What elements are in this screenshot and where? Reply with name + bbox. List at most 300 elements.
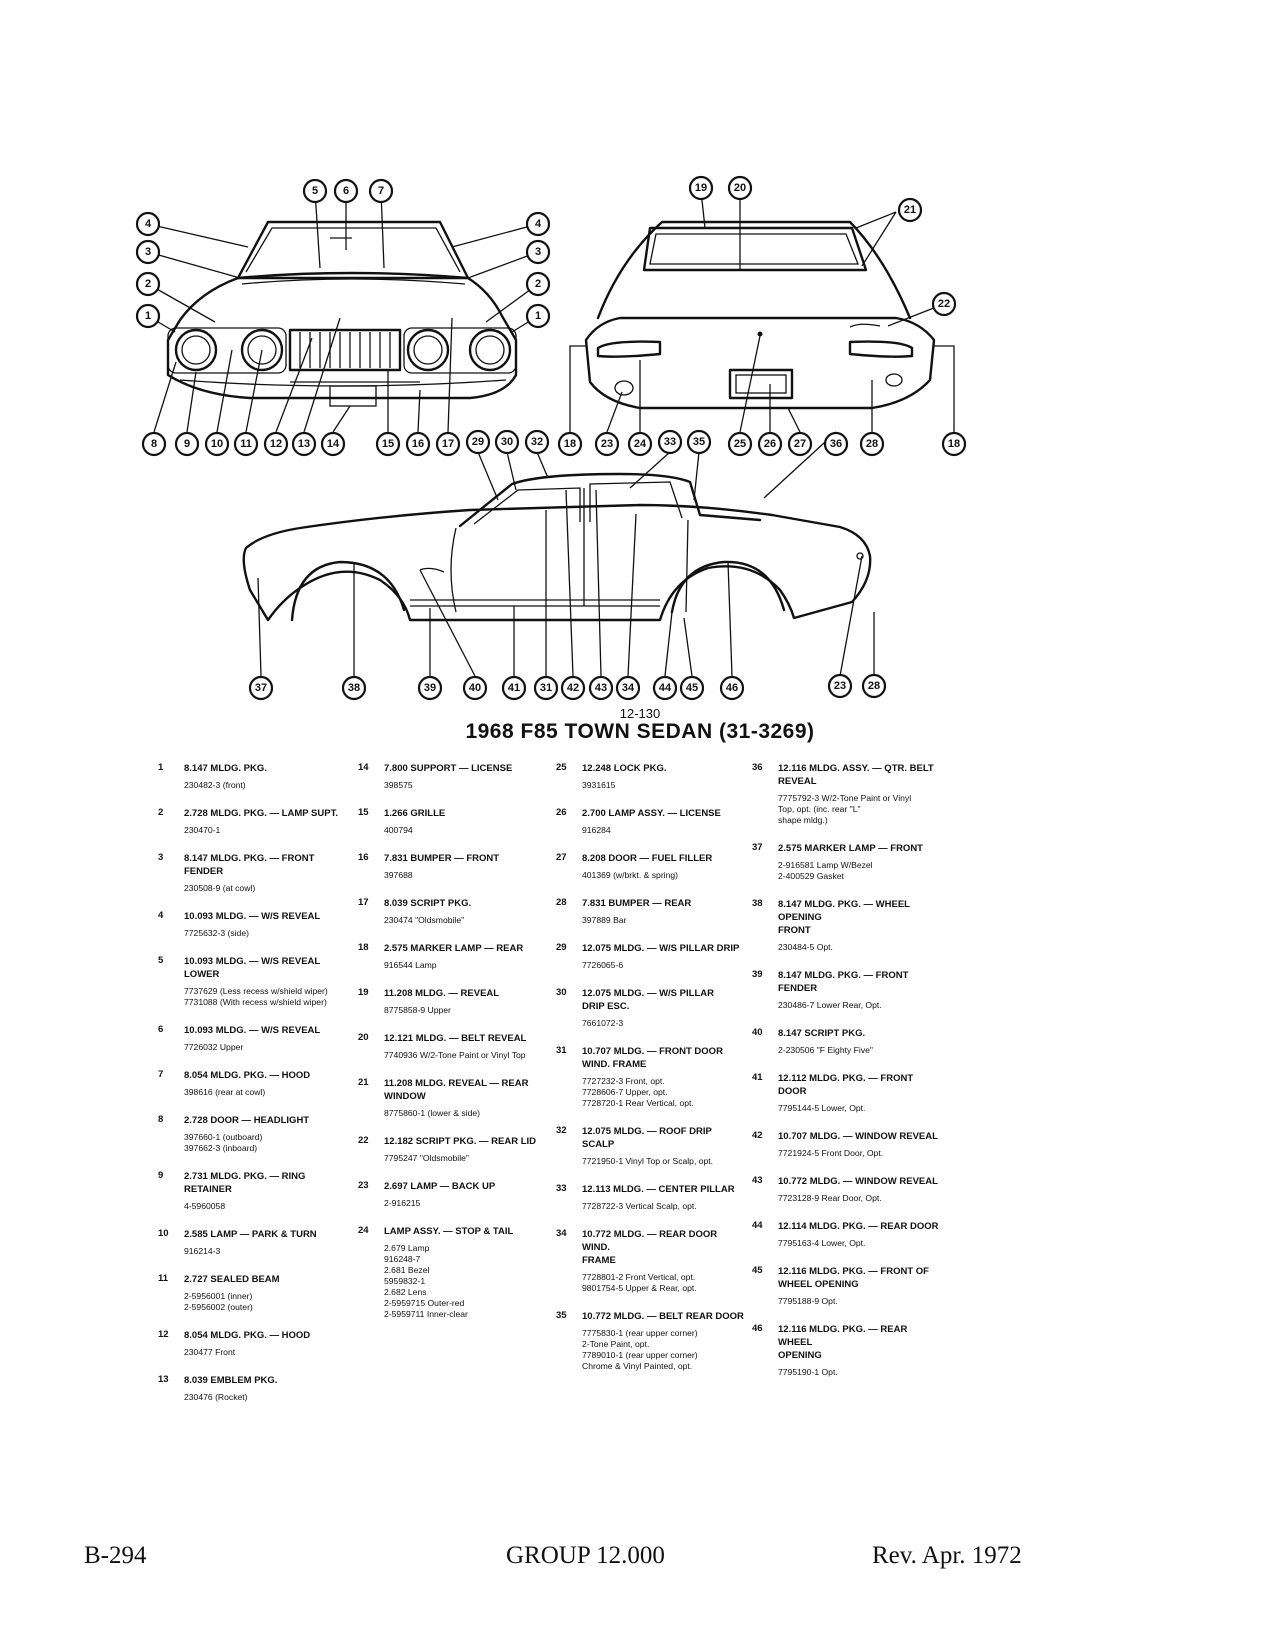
part-entry-heading: 12.075 MLDG. — ROOF DRIP SCALP xyxy=(582,1126,712,1150)
callout-36 xyxy=(825,433,847,455)
part-entry-heading: 2.728 MLDG. PKG. — LAMP SUPT. xyxy=(184,808,338,819)
part-entry-number: 43 xyxy=(752,1175,763,1186)
part-entry-number: 33 xyxy=(556,1183,567,1194)
callout-20 xyxy=(729,177,751,199)
part-entry-heading: 2.575 MARKER LAMP — FRONT xyxy=(778,843,923,854)
svg-text:37: 37 xyxy=(254,682,268,694)
callout-12 xyxy=(265,433,287,455)
callout-27 xyxy=(789,433,811,455)
part-entry-detail: 916214-3 xyxy=(184,1246,221,1256)
part-entry-number: 46 xyxy=(752,1323,763,1334)
svg-text:1: 1 xyxy=(534,310,542,322)
page-number: B-294 xyxy=(84,1542,147,1569)
part-entry-heading: 2.700 LAMP ASSY. — LICENSE xyxy=(582,808,721,819)
part-entry-number: 29 xyxy=(556,942,567,953)
part-entry xyxy=(358,1077,548,1119)
part-entry xyxy=(358,1032,548,1061)
part-entry-number: 28 xyxy=(556,897,567,908)
part-entry-heading: 2.575 MARKER LAMP — REAR xyxy=(384,943,524,954)
part-entry-detail: 2-916215 xyxy=(384,1198,421,1208)
part-entry-heading: 12.114 MLDG. PKG. — REAR DOOR xyxy=(778,1221,939,1232)
part-entry-detail: 7721924-5 Front Door, Opt. xyxy=(778,1148,884,1158)
callout-39 xyxy=(419,677,441,699)
part-entry xyxy=(556,897,746,926)
svg-text:45: 45 xyxy=(685,682,699,694)
svg-text:30: 30 xyxy=(500,436,514,448)
svg-text:26: 26 xyxy=(763,438,777,450)
part-entry-detail: 398616 (rear at cowl) xyxy=(184,1087,266,1097)
svg-text:35: 35 xyxy=(692,436,706,448)
callout-23 xyxy=(596,433,618,455)
part-entry-detail: 397688 xyxy=(384,870,413,880)
callout-41 xyxy=(503,677,525,699)
rear-view-drawing xyxy=(586,222,934,408)
parts-list-column-1 xyxy=(158,762,348,1419)
part-entry-heading: 12.182 SCRIPT PKG. — REAR LID xyxy=(384,1136,537,1147)
part-entry xyxy=(358,1225,548,1320)
svg-text:13: 13 xyxy=(297,438,311,450)
part-entry xyxy=(158,1024,348,1053)
part-entry-heading: 2.728 DOOR — HEADLIGHT xyxy=(184,1115,310,1126)
part-entry-heading: 10.707 MLDG. — FRONT DOOR WIND. FRAME xyxy=(582,1046,723,1070)
part-entry xyxy=(752,1027,942,1056)
callout-13 xyxy=(293,433,315,455)
part-entry xyxy=(752,898,942,953)
part-entry-detail: 230484-5 Opt. xyxy=(778,942,833,952)
callout-43 xyxy=(590,677,612,699)
part-entry-detail: 7795188-9 Opt. xyxy=(778,1296,838,1306)
svg-text:10: 10 xyxy=(210,438,224,450)
callout-22 xyxy=(933,293,955,315)
svg-text:18: 18 xyxy=(563,438,577,450)
svg-text:12: 12 xyxy=(269,438,283,450)
part-entry xyxy=(556,942,746,971)
svg-text:9: 9 xyxy=(183,438,191,450)
callout-37 xyxy=(250,677,272,699)
part-entry-number: 38 xyxy=(752,898,763,909)
part-entry-detail: 2.679 Lamp 916248-7 2.681 Bezel 5959832-1 2.682 Lens 2-5959715 Outer-red 2-5959711 Inner-clear xyxy=(384,1243,468,1319)
part-entry-heading: 8.054 MLDG. PKG. — HOOD xyxy=(184,1330,311,1341)
callout-21 xyxy=(899,199,921,221)
part-entry xyxy=(556,1183,746,1212)
callout-25 xyxy=(729,433,751,455)
svg-text:17: 17 xyxy=(441,438,455,450)
part-entry-heading: 12.116 MLDG. ASSY. — QTR. BELT REVEAL xyxy=(778,763,934,787)
svg-text:29: 29 xyxy=(471,436,485,448)
part-entry-detail: 230476 (Rocket) xyxy=(184,1392,248,1402)
part-entry-detail: 7721950-1 Vinyl Top or Scalp, opt. xyxy=(582,1156,714,1166)
part-entry xyxy=(358,942,548,971)
part-entry xyxy=(556,1310,746,1372)
part-entry-number: 14 xyxy=(358,762,369,773)
callout-33 xyxy=(659,431,681,453)
callout-29 xyxy=(467,431,489,453)
part-entry xyxy=(158,852,348,894)
svg-text:3: 3 xyxy=(144,246,152,258)
part-entry xyxy=(556,1045,746,1109)
side-callouts xyxy=(250,431,885,699)
part-entry-heading: 8.147 MLDG. PKG. — FRONT FENDER xyxy=(778,970,909,994)
callout-18-left xyxy=(559,433,581,455)
revision-date: Rev. Apr. 1972 xyxy=(872,1542,1022,1569)
part-entry-heading: 12.075 MLDG. — W/S PILLAR DRIP ESC. xyxy=(582,988,714,1012)
part-entry-heading: 7.831 BUMPER — REAR xyxy=(582,898,692,909)
svg-text:2: 2 xyxy=(534,278,542,290)
part-entry-detail: 7661072-3 xyxy=(582,1018,624,1028)
svg-text:19: 19 xyxy=(694,182,708,194)
part-entry xyxy=(358,852,548,881)
part-entry-detail: 401369 (w/brkt. & spring) xyxy=(582,870,679,880)
callout-7 xyxy=(370,180,392,202)
callout-31 xyxy=(535,677,557,699)
front-view-drawing xyxy=(168,222,516,406)
part-entry-detail: 7728801-2 Front Vertical, opt. 9801754-5 Upper & Rear, opt. xyxy=(582,1272,697,1293)
part-entry-number: 36 xyxy=(752,762,763,773)
part-entry-detail: 2-230506 "F Eighty Five" xyxy=(778,1045,873,1055)
part-entry-number: 44 xyxy=(752,1220,763,1231)
svg-text:42: 42 xyxy=(566,682,580,694)
part-entry-heading: 12.112 MLDG. PKG. — FRONT DOOR xyxy=(778,1073,914,1097)
part-entry-number: 4 xyxy=(158,910,164,921)
part-entry-detail: 916284 xyxy=(582,825,611,835)
part-entry-number: 10 xyxy=(158,1228,169,1239)
part-entry-detail: 398575 xyxy=(384,780,413,790)
part-entry-number: 11 xyxy=(158,1273,169,1284)
part-entry xyxy=(158,910,348,939)
part-entry-detail: 2-916581 Lamp W/Bezel 2-400529 Gasket xyxy=(778,860,873,881)
part-entry xyxy=(752,1072,942,1114)
part-entry-detail: 7725632-3 (side) xyxy=(184,928,249,938)
part-entry-heading: 12.121 MLDG. — BELT REVEAL xyxy=(384,1033,527,1044)
part-entry-detail: 400794 xyxy=(384,825,413,835)
part-entry-heading: 11.208 MLDG. REVEAL — REAR WINDOW xyxy=(384,1078,529,1102)
svg-text:34: 34 xyxy=(621,682,635,694)
part-entry-heading: 10.772 MLDG. — REAR DOOR WIND. FRAME xyxy=(582,1229,718,1266)
part-entry-number: 6 xyxy=(158,1024,164,1035)
svg-text:28: 28 xyxy=(865,438,879,450)
callout-26 xyxy=(759,433,781,455)
part-entry-detail: 7795190-1 Opt. xyxy=(778,1367,838,1377)
part-entry-heading: 10.093 MLDG. — W/S REVEAL xyxy=(184,1025,321,1036)
svg-text:41: 41 xyxy=(507,682,521,694)
part-entry-number: 9 xyxy=(158,1170,164,1181)
callout-35 xyxy=(688,431,710,453)
part-entry-heading: 8.208 DOOR — FUEL FILLER xyxy=(582,853,713,864)
part-entry xyxy=(158,762,348,791)
part-entry-number: 13 xyxy=(158,1374,169,1385)
callout-2-right xyxy=(527,273,549,295)
part-entry-detail: 916544 Lamp xyxy=(384,960,437,970)
part-entry xyxy=(556,1228,746,1294)
figure-title: 1968 F85 TOWN SEDAN (31-3269) xyxy=(465,720,815,743)
part-entry xyxy=(358,987,548,1016)
part-entry-number: 37 xyxy=(752,842,763,853)
part-entry xyxy=(158,1329,348,1358)
part-entry-number: 45 xyxy=(752,1265,763,1276)
part-entry-detail: 8775860-1 (lower & side) xyxy=(384,1108,481,1118)
part-entry-number: 23 xyxy=(358,1180,369,1191)
part-entry xyxy=(556,987,746,1029)
part-entry-number: 22 xyxy=(358,1135,369,1146)
part-entry-heading: 8.147 MLDG. PKG. — WHEEL OPENING FRONT xyxy=(778,899,910,936)
part-entry-number: 18 xyxy=(358,942,369,953)
part-entry-detail: 397889 Bar xyxy=(582,915,627,925)
part-entry xyxy=(158,807,348,836)
part-entry-detail: 397660-1 (outboard) 397662-3 (inboard) xyxy=(184,1132,263,1153)
part-entry-detail: 230486-7 Lower Rear, Opt. xyxy=(778,1000,882,1010)
part-entry-number: 3 xyxy=(158,852,164,863)
svg-text:1: 1 xyxy=(144,310,152,322)
part-entry-detail: 7737629 (Less recess w/shield wiper) 7731088 (With recess w/shield wiper) xyxy=(184,986,328,1007)
part-entry-heading: 8.039 SCRIPT PKG. xyxy=(384,898,472,909)
part-entry-detail: 230470-1 xyxy=(184,825,221,835)
svg-text:28: 28 xyxy=(867,680,881,692)
svg-text:25: 25 xyxy=(733,438,747,450)
part-entry-number: 15 xyxy=(358,807,369,818)
part-entry-heading: 10.707 MLDG. — WINDOW REVEAL xyxy=(778,1131,938,1142)
svg-text:31: 31 xyxy=(539,682,553,694)
part-entry xyxy=(752,1175,942,1204)
part-entry-detail: 230477 Front xyxy=(184,1347,236,1357)
part-entry xyxy=(358,807,548,836)
callout-1 xyxy=(137,305,159,327)
part-entry xyxy=(752,842,942,882)
part-entry-heading: 8.147 MLDG. PKG. xyxy=(184,763,267,774)
svg-text:15: 15 xyxy=(381,438,395,450)
callout-28 xyxy=(861,433,883,455)
svg-text:23: 23 xyxy=(833,680,847,692)
part-entry-heading: 10.772 MLDG. — BELT REAR DOOR xyxy=(582,1311,744,1322)
part-entry xyxy=(358,1135,548,1164)
svg-text:7: 7 xyxy=(377,185,385,197)
part-entry xyxy=(752,1220,942,1249)
part-entry-number: 26 xyxy=(556,807,567,818)
part-entry xyxy=(158,1170,348,1212)
part-entry-heading: 8.147 SCRIPT PKG. xyxy=(778,1028,866,1039)
part-entry-heading: 10.772 MLDG. — WINDOW REVEAL xyxy=(778,1176,938,1187)
part-entry xyxy=(752,1130,942,1159)
side-view-drawing xyxy=(244,474,870,620)
part-entry xyxy=(358,762,548,791)
part-entry-detail: 7728722-3 Vertical Scalp, opt. xyxy=(582,1201,697,1211)
part-entry-heading: 2.727 SEALED BEAM xyxy=(184,1274,280,1285)
callout-16 xyxy=(407,433,429,455)
part-entry-heading: 8.039 EMBLEM PKG. xyxy=(184,1375,278,1386)
svg-text:43: 43 xyxy=(594,682,608,694)
part-entry-number: 7 xyxy=(158,1069,164,1080)
callout-3 xyxy=(137,241,159,263)
parts-diagram xyxy=(0,0,1280,760)
part-entry xyxy=(158,1228,348,1257)
svg-text:5: 5 xyxy=(311,185,319,197)
part-entry-heading: 8.054 MLDG. PKG. — HOOD xyxy=(184,1070,311,1081)
callout-34 xyxy=(617,677,639,699)
callout-38 xyxy=(343,677,365,699)
callout-42 xyxy=(562,677,584,699)
svg-text:24: 24 xyxy=(633,438,647,450)
callout-28-side xyxy=(863,675,885,697)
svg-text:22: 22 xyxy=(937,298,951,310)
svg-text:16: 16 xyxy=(411,438,425,450)
part-entry xyxy=(752,969,942,1011)
part-entry-detail: 7775792-3 W/2-Tone Paint or Vinyl Top, opt. (inc. rear "L" shape mldg.) xyxy=(778,793,912,825)
part-entry-number: 35 xyxy=(556,1310,567,1321)
callout-19 xyxy=(690,177,712,199)
svg-text:20: 20 xyxy=(733,182,747,194)
svg-text:39: 39 xyxy=(423,682,437,694)
part-entry-number: 20 xyxy=(358,1032,369,1043)
callout-6 xyxy=(335,180,357,202)
part-entry-heading: 7.831 BUMPER — FRONT xyxy=(384,853,500,864)
part-entry-heading: 12.116 MLDG. PKG. — REAR WHEEL OPENING xyxy=(778,1324,908,1361)
callout-18-right xyxy=(943,433,965,455)
callout-17 xyxy=(437,433,459,455)
part-entry-heading: 12.248 LOCK PKG. xyxy=(582,763,667,774)
callout-23-side xyxy=(829,675,851,697)
svg-text:38: 38 xyxy=(347,682,361,694)
figure-number: 12-130 xyxy=(619,706,661,721)
part-entry-number: 32 xyxy=(556,1125,567,1136)
callout-46 xyxy=(721,677,743,699)
callout-1-right xyxy=(527,305,549,327)
part-entry-number: 40 xyxy=(752,1027,763,1038)
svg-text:21: 21 xyxy=(903,204,917,216)
svg-text:36: 36 xyxy=(829,438,843,450)
part-entry-heading: 2.731 MLDG. PKG. — RING RETAINER xyxy=(184,1171,306,1195)
part-entry-number: 12 xyxy=(158,1329,169,1340)
callout-3-right xyxy=(527,241,549,263)
svg-text:44: 44 xyxy=(658,682,672,694)
svg-text:32: 32 xyxy=(530,436,544,448)
callout-40 xyxy=(464,677,486,699)
part-entry xyxy=(158,955,348,1008)
part-entry xyxy=(158,1069,348,1098)
part-entry-heading: 2.697 LAMP — BACK UP xyxy=(384,1181,496,1192)
part-entry-number: 34 xyxy=(556,1228,567,1239)
part-entry-number: 1 xyxy=(158,762,164,773)
part-entry-number: 2 xyxy=(158,807,164,818)
part-entry-number: 8 xyxy=(158,1114,164,1125)
part-entry-detail: 7795144-5 Lower, Opt. xyxy=(778,1103,866,1113)
parts-list-column-3 xyxy=(556,762,746,1388)
svg-text:14: 14 xyxy=(326,438,340,450)
svg-text:27: 27 xyxy=(793,438,807,450)
callout-4-right xyxy=(527,213,549,235)
part-entry-heading: 10.093 MLDG. — W/S REVEAL LOWER xyxy=(184,956,321,980)
callout-2 xyxy=(137,273,159,295)
part-entry-heading: 10.093 MLDG. — W/S REVEAL xyxy=(184,911,321,922)
callout-11 xyxy=(235,433,257,455)
callout-10 xyxy=(206,433,228,455)
svg-text:23: 23 xyxy=(600,438,614,450)
svg-text:11: 11 xyxy=(240,438,252,450)
callout-8 xyxy=(143,433,165,455)
part-entry-detail: 7795163-4 Lower, Opt. xyxy=(778,1238,866,1248)
part-entry-heading: 7.800 SUPPORT — LICENSE xyxy=(384,763,513,774)
svg-text:8: 8 xyxy=(150,438,158,450)
part-entry-number: 25 xyxy=(556,762,567,773)
part-entry-heading: 12.113 MLDG. — CENTER PILLAR xyxy=(582,1184,735,1195)
callout-24 xyxy=(629,433,651,455)
part-entry-heading: 11.208 MLDG. — REVEAL xyxy=(384,988,500,999)
part-entry xyxy=(158,1114,348,1154)
callout-9 xyxy=(176,433,198,455)
svg-text:40: 40 xyxy=(468,682,482,694)
part-entry-number: 24 xyxy=(358,1225,369,1236)
part-entry xyxy=(556,762,746,791)
part-entry-detail: 230482-3 (front) xyxy=(184,780,246,790)
svg-text:4: 4 xyxy=(534,218,542,230)
part-entry-detail: 7723128-9 Rear Door, Opt. xyxy=(778,1193,882,1203)
part-entry xyxy=(752,762,942,826)
part-entry-number: 21 xyxy=(358,1077,369,1088)
part-entry-detail: 7726032 Upper xyxy=(184,1042,244,1052)
part-entry-detail: 8775858-9 Upper xyxy=(384,1005,451,1015)
part-entry-number: 19 xyxy=(358,987,369,998)
callout-30 xyxy=(496,431,518,453)
part-entry-number: 39 xyxy=(752,969,763,980)
svg-text:2: 2 xyxy=(144,278,152,290)
part-entry xyxy=(752,1265,942,1307)
callout-45 xyxy=(681,677,703,699)
part-entry xyxy=(556,852,746,881)
part-entry-detail: 7740936 W/2-Tone Paint or Vinyl Top xyxy=(384,1050,526,1060)
part-entry-detail: 4-5960058 xyxy=(184,1201,226,1211)
part-entry xyxy=(556,807,746,836)
part-entry xyxy=(752,1323,942,1378)
svg-text:3: 3 xyxy=(534,246,542,258)
svg-text:4: 4 xyxy=(144,218,152,230)
part-entry-number: 42 xyxy=(752,1130,763,1141)
part-entry-number: 41 xyxy=(752,1072,763,1083)
part-entry-heading: LAMP ASSY. — STOP & TAIL xyxy=(384,1226,514,1237)
part-entry-heading: 2.585 LAMP — PARK & TURN xyxy=(184,1229,317,1240)
callout-14 xyxy=(322,433,344,455)
parts-list-column-2 xyxy=(358,762,548,1336)
part-entry-heading: 12.116 MLDG. PKG. — FRONT OF WHEEL OPENING xyxy=(778,1266,929,1290)
part-entry-detail: 7726065-6 xyxy=(582,960,624,970)
part-entry-number: 31 xyxy=(556,1045,567,1056)
part-entry-detail: 2-5956001 (inner) 2-5956002 (outer) xyxy=(184,1291,253,1312)
part-entry-detail: 230508-9 (at cowl) xyxy=(184,883,256,893)
callout-4 xyxy=(137,213,159,235)
part-entry xyxy=(158,1273,348,1313)
part-entry xyxy=(358,1180,548,1209)
part-entry-number: 5 xyxy=(158,955,164,966)
parts-list-column-4 xyxy=(752,762,942,1394)
part-entry xyxy=(556,1125,746,1167)
part-entry-detail: 3931615 xyxy=(582,780,616,790)
part-entry xyxy=(358,897,548,926)
svg-text:33: 33 xyxy=(663,436,677,448)
group-label: GROUP 12.000 xyxy=(506,1542,665,1569)
svg-text:6: 6 xyxy=(342,185,350,197)
svg-text:18: 18 xyxy=(947,438,961,450)
part-entry-number: 16 xyxy=(358,852,369,863)
part-entry-detail: 7795247 "Oldsmobile" xyxy=(384,1153,469,1163)
part-entry-heading: 8.147 MLDG. PKG. — FRONT FENDER xyxy=(184,853,315,877)
part-entry-detail: 7775830-1 (rear upper corner) 2-Tone Paint, opt. 7789010-1 (rear upper corner) Chrome & Vinyl Painted, opt. xyxy=(582,1328,698,1371)
part-entry-number: 17 xyxy=(358,897,369,908)
part-entry-detail: 230474 "Oldsmobile" xyxy=(384,915,465,925)
rear-callouts xyxy=(559,177,965,455)
part-entry-detail: 7727232-3 Front, opt. 7728606-7 Upper, opt. 7728720-1 Rear Vertical, opt. xyxy=(582,1076,694,1108)
part-entry-number: 27 xyxy=(556,852,567,863)
callout-32 xyxy=(526,431,548,453)
callout-44 xyxy=(654,677,676,699)
part-entry-heading: 12.075 MLDG. — W/S PILLAR DRIP xyxy=(582,943,740,954)
callout-15 xyxy=(377,433,399,455)
